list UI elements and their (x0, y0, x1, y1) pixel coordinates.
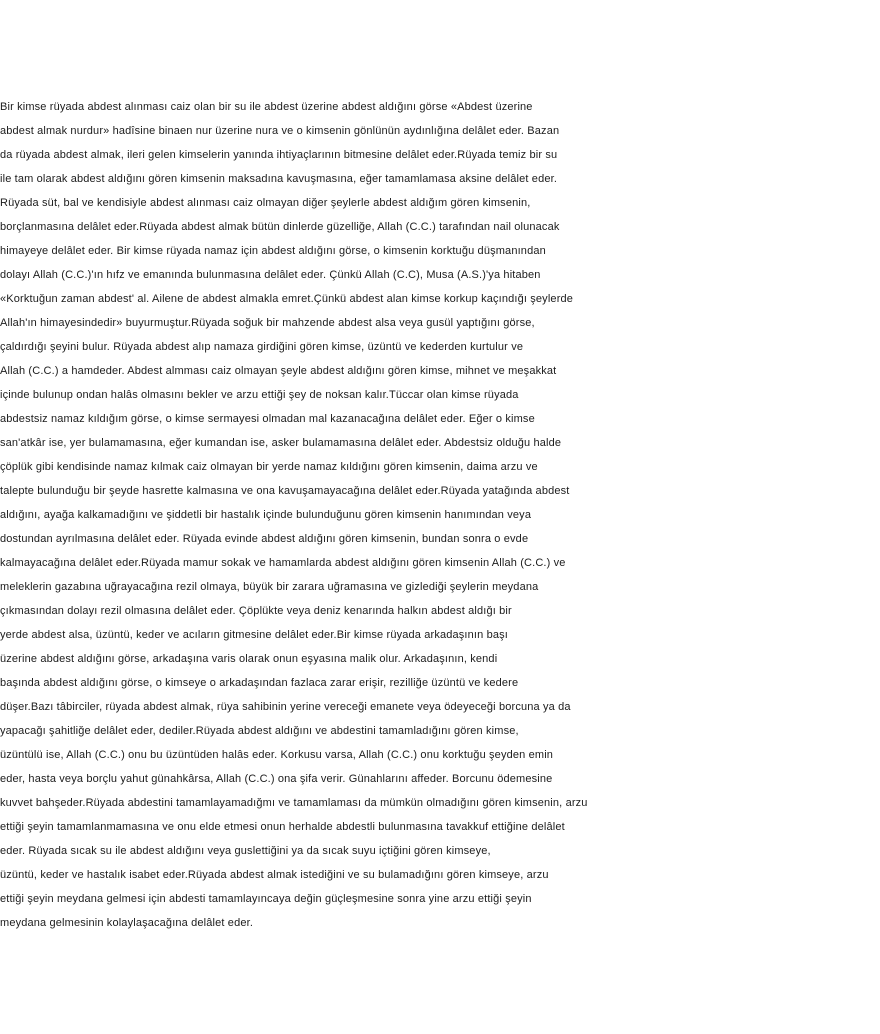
text-line: aldığını, ayağa kalkamadığını ve şiddetli bir hastalık içinde bulunduğunu gören kimsenin hanımından veya (0, 509, 532, 521)
text-line: Allah (C.C.) a hamdeder. Abdest almması caiz olmayan şeyle abdest aldığını gören kimse, mihnet ve meşakkat (0, 365, 557, 377)
text-line: eder. Rüyada sıcak su ile abdest aldığını veya guslettiğini ya da sıcak suyu içtiğini gören kimseye, (0, 845, 491, 857)
text-line: yerde abdest alsa, üzüntü, keder ve acıların gitmesine delâlet eder.Bir kimse rüyada arkadaşının başı (0, 629, 508, 641)
text-line: himayeye delâlet eder. Bir kimse rüyada namaz için abdest aldığını görse, o kimsenin korktuğu düşmanından (0, 245, 546, 257)
text-line: ettiği şeyin meydana gelmesi için abdesti tamamlayıncaya değin güçleşmesine sonra yine arzu ettiği şeyin (0, 893, 532, 905)
text-line: san'atkâr ise, yer bulamamasına, eğer kumandan ise, asker bulamamasına delâlet eder. Abdestsiz olduğu halde (0, 437, 562, 449)
text-line: ile tam olarak abdest aldığını gören kimsenin maksadına kavuşmasına, eğer tamamlamasa aksine delâlet eder. (0, 173, 558, 185)
text-line: üzüntü, keder ve hastalık isabet eder.Rüyada abdest almak istediğini ve su bulamadığını gören kimseye, arzu (0, 869, 549, 881)
text-line: abdest almak nurdur» hadîsine binaen nur üzerine nura ve o kimsenin gönlünün aydınlığına delâlet eder. Bazan (0, 125, 560, 137)
text-line: ettiği şeyin tamamlanmamasına ve onu elde etmesi onun herhalde abdestli bulunmasına tavakkuf ettiğine delâlet (0, 821, 565, 833)
text-line: çıkmasından dolayı rezil olmasına delâlet eder. Çöplükte veya deniz kenarında halkın abdest aldığı bir (0, 605, 512, 617)
text-line: meydana gelmesinin kolaylaşacağına delâlet eder. (0, 917, 254, 929)
text-line: Rüyada süt, bal ve kendisiyle abdest alınması caiz olmayan diğer şeylerle abdest aldığım gören kimsenin, (0, 197, 531, 209)
text-line: dostundan ayrılmasına delâlet eder. Rüyada evinde abdest aldığını gören kimsenin, bundan sonra o evde (0, 533, 529, 545)
text-line: «Korktuğun zaman abdest' al. Ailene de abdest almakla emret.Çünkü abdest alan kimse korkup kaçındığı şeylerde (0, 293, 574, 305)
text-line: meleklerin gazabına uğrayacağına rezil olmaya, büyük bir zarara uğramasına ve gizlediği şeylerin meydana (0, 581, 539, 593)
text-line: başında abdest aldığını görse, o kimseye o arkadaşından fazlaca zarar erişir, rezilliğe üzüntü ve kedere (0, 677, 519, 689)
text-line: da rüyada abdest almak, ileri gelen kimselerin yanında ihtiyaçlarının bitmesine delâlet eder.Rüyada temiz bir su (0, 149, 558, 161)
text-line: çöplük gibi kendisinde namaz kılmak caiz olmayan bir yerde namaz kıldığını gören kimsenin, daima arzu ve (0, 461, 538, 473)
text-line: eder, hasta veya borçlu yahut günahkârsa, Allah (C.C.) ona şifa verir. Günahlarını affeder. Borcunu ödemesine (0, 773, 553, 785)
text-line: düşer.Bazı tâbirciler, rüyada abdest almak, rüya sahibinin yerine vereceği emanete veya ödeyeceği borcuna ya da (0, 701, 571, 713)
text-line: Bir kimse rüyada abdest alınması caiz olan bir su ile abdest üzerine abdest aldığını görse «Abdest üzerine (0, 101, 533, 113)
text-line: üzerine abdest aldığını görse, arkadaşına varis olarak onun eşyasına malik olur. Arkadaşının, kendi (0, 653, 498, 665)
text-line: kalmayacağına delâlet eder.Rüyada mamur sokak ve hamamlarda abdest aldığını gören kimsenin Allah (C.C.) ve (0, 557, 566, 569)
text-line: çaldırdığı şeyini bulur. Rüyada abdest alıp namaza girdiğini gören kimse, üzüntü ve kederden kurtulur ve (0, 341, 524, 353)
text-line: talepte bulunduğu bir şeyde hasrette kalmasına ve ona kavuşamayacağına delâlet eder.Rüyada yatağında abdest (0, 485, 570, 497)
text-line: yapacağı şahitliğe delâlet eder, dediler.Rüyada abdest aldığını ve abdestini tamamladığını gören kimse, (0, 725, 519, 737)
text-line: içinde bulunup ondan halâs olmasını bekler ve arzu ettiği şey de noksan kalır.Tüccar olan kimse rüyada (0, 389, 519, 401)
text-line: dolayı Allah (C.C.)'ın hıfz ve emanında bulunmasına delâlet eder. Çünkü Allah (C.C), Musa (A.S.)'ya hitaben (0, 269, 541, 281)
text-line: borçlanmasına delâlet eder.Rüyada abdest almak bütün dinlerde güzelliğe, Allah (C.C.) tarafından nail olunacak (0, 221, 560, 233)
text-line: kuvvet bahşeder.Rüyada abdestini tamamlayamadığmı ve tamamlaması da mümkün olmadığını gören kimsenin, arzu (0, 797, 588, 809)
article-body (0, 95, 880, 935)
text-line: Allah'ın himayesindedir» buyurmuştur.Rüyada soğuk bir mahzende abdest alsa veya gusül yaptığını görse, (0, 317, 535, 329)
text-line: abdestsiz namaz kıldığım görse, o kimse sermayesi olmadan mal kazanacağına delâlet eder. Eğer o kimse (0, 413, 535, 425)
text-line: üzüntülü ise, Allah (C.C.) onu bu üzüntüden halâs eder. Korkusu varsa, Allah (C.C.) onu korktuğu şeyden emin (0, 749, 554, 761)
